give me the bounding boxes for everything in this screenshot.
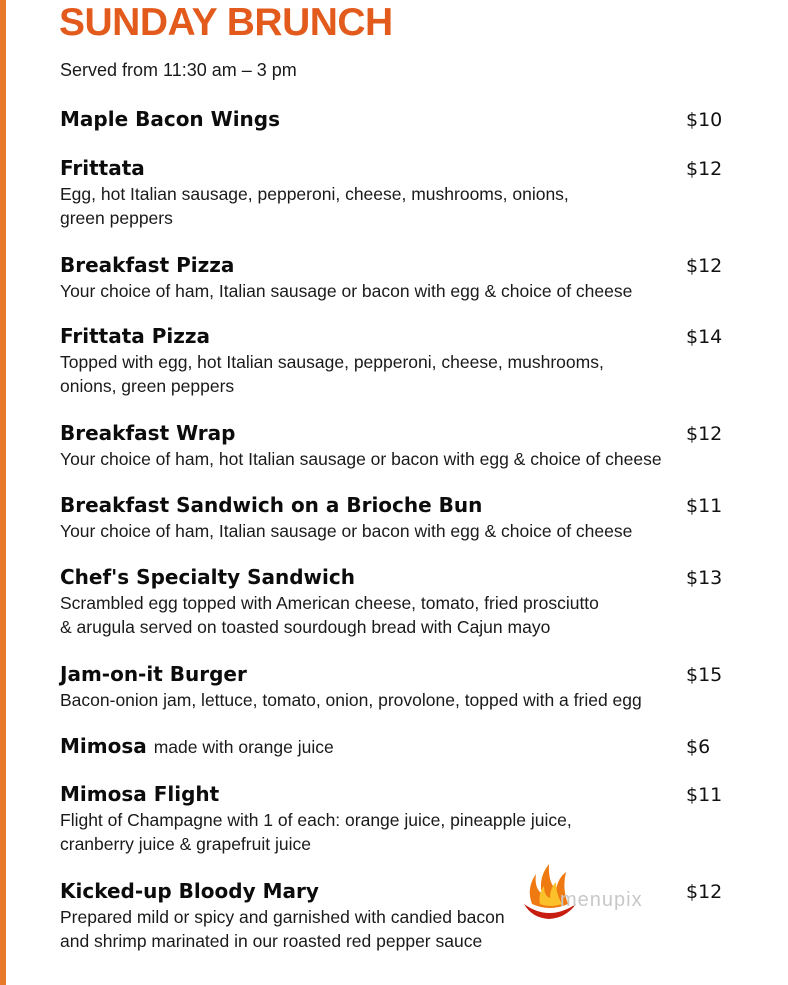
item-price: $13 xyxy=(686,567,723,589)
item-description: Topped with egg, hot Italian sausage, pepperoni, cheese, mushrooms, xyxy=(60,352,604,372)
item-description-line2: & arugula served on toasted sourdough bread with Cajun mayo xyxy=(60,617,551,637)
item-name: Breakfast Sandwich on a Brioche Bun xyxy=(60,493,483,517)
item-price: $6 xyxy=(686,736,711,758)
menu-item-frittata-pizza xyxy=(60,322,723,398)
item-price: $11 xyxy=(686,495,723,517)
watermark: menupix xyxy=(560,889,643,911)
item-description-line2: cranberry juice & grapefruit juice xyxy=(60,834,311,854)
item-description: Your choice of ham, hot Italian sausage or bacon with egg & choice of cheese xyxy=(60,449,662,469)
item-name: Jam-on-it Burger xyxy=(60,662,247,686)
item-price: $12 xyxy=(686,423,723,445)
item-description: Flight of Champagne with 1 of each: orange juice, pineapple juice, xyxy=(60,810,572,830)
item-name: Breakfast Pizza xyxy=(60,253,235,277)
item-description-line2: onions, green peppers xyxy=(60,376,235,396)
item-price: $12 xyxy=(686,158,723,180)
item-price: $11 xyxy=(686,784,723,806)
menu-item-breakfast-wrap xyxy=(60,419,723,471)
item-price: $12 xyxy=(686,255,723,277)
menu-item-breakfast-sandwich xyxy=(60,491,723,543)
served-hours: Served from 11:30 am – 3 pm xyxy=(60,60,297,80)
item-description: Egg, hot Italian sausage, pepperoni, cheese, mushrooms, onions, xyxy=(60,184,569,204)
item-name: Maple Bacon Wings xyxy=(60,107,281,131)
menu-item-breakfast-pizza xyxy=(60,251,723,303)
menu-item-chefs-specialty-sandwich xyxy=(60,563,723,639)
item-description-line2: and shrimp marinated in our roasted red pepper sauce xyxy=(60,931,483,951)
item-description: Your choice of ham, Italian sausage or bacon with egg & choice of cheese xyxy=(60,281,633,301)
item-inline-description: made with orange juice xyxy=(153,737,334,757)
page-title: SUNDAY BRUNCH xyxy=(59,1,393,44)
item-price: $12 xyxy=(686,881,723,903)
item-description-line2: green peppers xyxy=(60,208,173,228)
item-name: Chef's Specialty Sandwich xyxy=(60,565,355,589)
item-name-line xyxy=(60,732,720,761)
item-description: Prepared mild or spicy and garnished with candied bacon xyxy=(60,907,505,927)
item-name: Breakfast Wrap xyxy=(60,421,236,445)
item-description: Bacon-onion jam, lettuce, tomato, onion, provolone, topped with a fried egg xyxy=(60,690,642,710)
item-name: Mimosa Flight xyxy=(60,782,220,806)
item-name: Mimosa xyxy=(60,734,147,758)
menu-item-mimosa-flight xyxy=(60,780,723,856)
item-name: Kicked-up Bloody Mary xyxy=(60,879,319,903)
item-name: Frittata Pizza xyxy=(60,324,211,348)
item-price: $15 xyxy=(686,664,723,686)
menu-item-mimosa xyxy=(60,732,720,761)
orange-edge-bar xyxy=(0,0,6,985)
item-price: $14 xyxy=(686,326,723,348)
menu-item-frittata xyxy=(60,154,723,230)
item-description: Scrambled egg topped with American cheese, tomato, fried prosciutto xyxy=(60,593,599,613)
item-price: $10 xyxy=(686,109,723,131)
menu-item-jam-on-it-burger xyxy=(60,660,723,712)
item-description: Your choice of ham, Italian sausage or bacon with egg & choice of cheese xyxy=(60,521,633,541)
menu-item-maple-bacon-wings xyxy=(60,105,723,133)
item-name: Frittata xyxy=(60,156,145,180)
